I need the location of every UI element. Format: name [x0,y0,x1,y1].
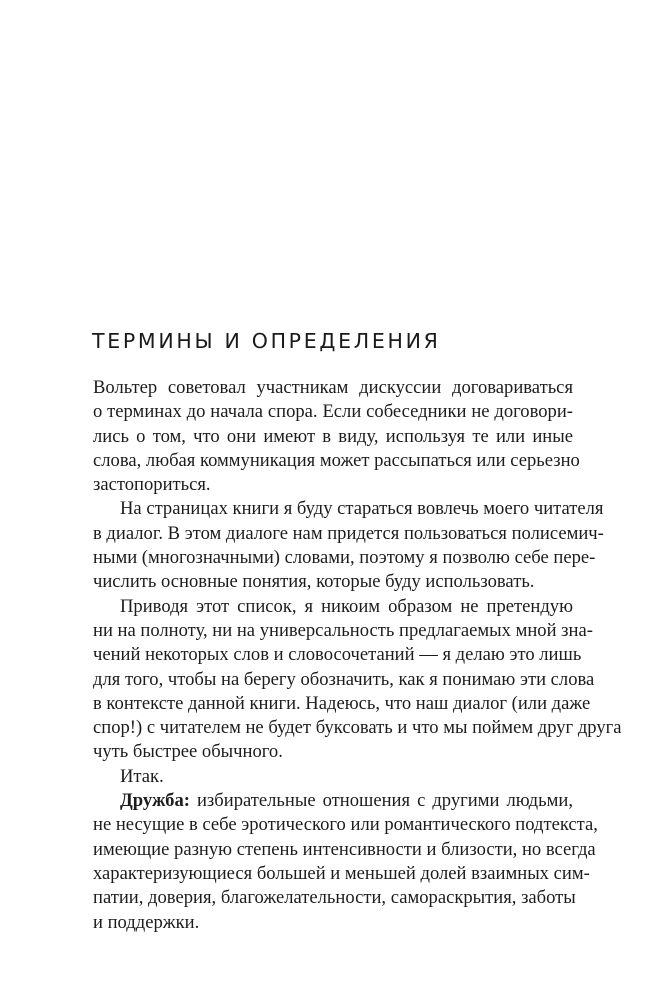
text-line: ными (многозначными) словами, поэтому я позволю себе пере- [93,547,596,569]
text-line: спор!) с читателем не будет буксовать и что мы поймем друг друга [93,717,622,739]
text-line: застопориться. [93,474,211,496]
definition-text: избирательные отношения с другими людьми, [196,790,573,812]
definition-first-line [93,789,573,813]
text-line: ни на полноту, ни на универсальность предлагаемых мной зна- [93,619,593,641]
text-line: в диалог. В этом диалоге нам придется пользоваться полисемич- [93,522,604,544]
text-line: На страницах книги я буду стараться вовлечь моего читателя [120,498,604,520]
definition-friendship [93,789,598,935]
text-line: о терминах до начала спора. Если собеседники не договори- [93,401,573,423]
text-line: чуть быстрее обычного. [93,741,283,763]
paragraph-2 [93,497,604,594]
text-line: имеющие разную степень интенсивности и близости, но всегда [93,838,596,860]
paragraph-1 [93,376,580,497]
text-line: характеризующиеся большей и меньшей долей взаимных сим- [93,862,590,884]
text-line: числить основные понятия, которые буду использовать. [93,571,535,593]
text-line: слова, любая коммуникация может рассыпаться или серьезно [93,449,580,471]
text-line: Приводя этот список, я никоим образом не претендую [120,595,573,617]
text-line: не несущие в себе эротического или романтического подтекста, [93,814,598,836]
text-line: для того, чтобы на берегу обозначить, как я понимаю эти слова [93,668,595,690]
text-line: чений некоторых слов и словосочетаний — я делаю это лишь [93,644,582,666]
definition-term: Дружба: [120,790,190,812]
text-line: в контексте данной книги. Надеюсь, что наш диалог (или даже [93,692,591,714]
chapter-title: ТЕРМИНЫ И ОПРЕДЕЛЕНИЯ [92,329,441,353]
paragraph-4 [93,765,573,789]
text-line: лись о том, что они имеют в виду, используя те или иные [93,425,573,447]
paragraph-3 [93,595,622,765]
text-line: и поддержки. [93,911,200,933]
body-text [93,376,622,935]
text-line: Вольтер советовал участникам дискуссии договариваться [93,377,573,398]
text-line: патии, доверия, благожелательности, самораскрытия, заботы [93,887,576,909]
text-line: Итак. [120,765,164,787]
